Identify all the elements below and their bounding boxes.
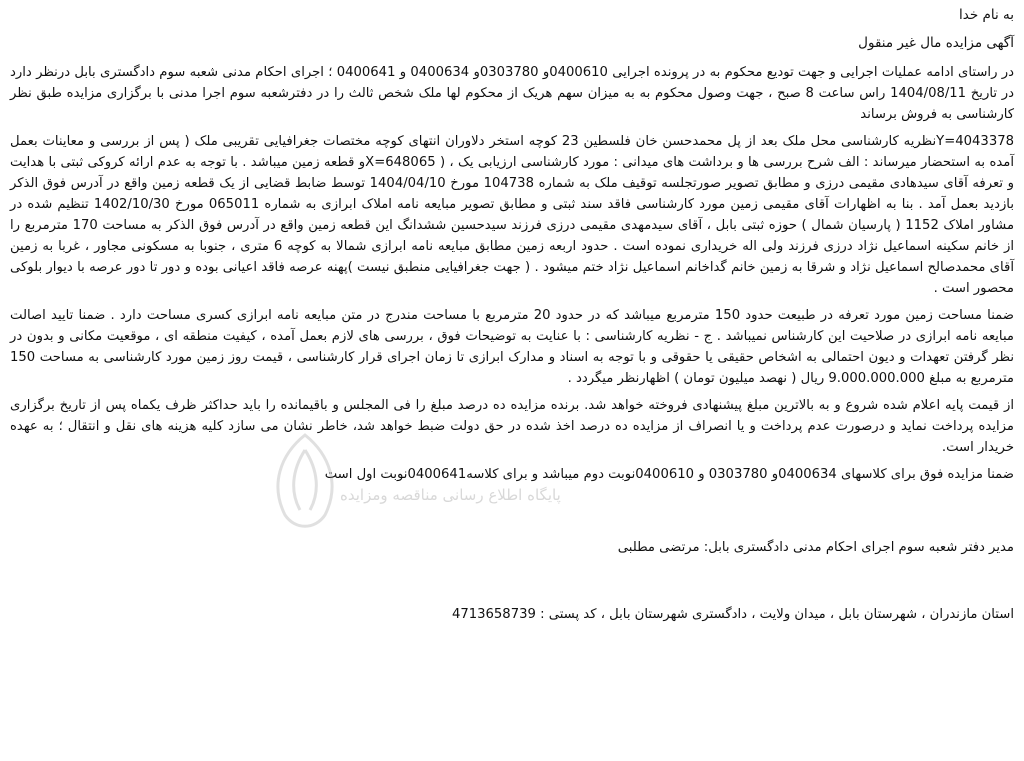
paragraph-valuation: ضمنا مساحت زمین مورد تعرفه در طبیعت حدود 150 مترمربع میباشد که در حدود 20 مترمربع با مساحت مندرج در متن مبایعه نامه ابرازی کسری مساحت دارد . ضمنا تایید اصالت مبایعه نامه ابرازی در صلاحیت این کارشناس نمیباشد . ج - نظریه کارشناسی : با عنایت به توضیحات فوق ، بررسی های لازم بعمل آمده ، کیفیت منطقه ای ، موقعیت مکانی و بدون در نظر گرفتن تعهدات و دیون احتمالی به اشخاص حقیقی یا حقوقی و با توجه به اسناد و مدارک ابرازی تا زمان اجرای قرار کارشناسی ، قیمت روز زمین مورد کارشناسی به مساحت 150 مترمربع به مبلغ 9.000.000.000 ریال ( نهصد میلیون تومان ) اظهارنظر میگردد . xyxy=(10,308,1014,386)
paragraph-expert-opinion: Y=4043378نظریه کارشناسی محل ملک بعد از پل محمدحسن خان فلسطین 23 کوچه استخر دلاوران انتهای کوچه مختصات جغرافیایی تقریبی ملک ( پس از بررسی و معاینات بعمل آمده به استحضار میرساند : الف شرح بررسی ها و برداشت های میدانی : مورد کارشناسی ارزیابی یک ، ( X=648065و قطعه زمین میباشد . با توجه به عدم ارائه کروکی ثبتی با هدایت و تعرفه آقای سیدهادی مقیمی درزی و مطابق تصویر صورتجلسه توقیف ملک به شماره 104738 مورخ 1404/04/10 توسط ضابط قضایی از یک قطعه زمین واقع در آدرس فوق الذکر بازدید بعمل آمد . بنا به اظهارات آقای مقیمی زمین مورد کارشناسی فاقد سند ثبتی و مطابق تصویر مبایعه نامه املاک ابرازی به شماره 065011 مورخ 1402/10/30 تنظیم شده در مشاور املاک 1152 ( پارسیان شمال ) حوزه ثبتی بابل ، آقای سیدمهدی مقیمی درزی فرزند سیدحسین ششدانگ این قطعه زمین واقع در آدرس فوق الذکر به مساحت 170 مترمربع را از خانم سکینه اسماعیل نژاد درزی فرزند ولی اله خریداری نموده است . حدود اربعه زمین مطابق مبایعه نامه ابرازی شمالا به کوچه 6 متری ، جنوبا به مسکونی مجاور ، غربا به زمین آقای محمدصالح اسماعیل نژاد و شرقا به زمین خانم گداخانم اسماعیل نژاد ختم میشود . ( جهت جغرافیایی منطبق نیست )پهنه عرصه فاقد اعیانی بوده و دور تا دور عرصه با دیوار بلوکی محصور است . xyxy=(10,134,1015,296)
spacer-footer xyxy=(10,564,1014,604)
page-title: آگهی مزایده مال غیر منقول xyxy=(858,35,1014,51)
bismillah: به نام خدا xyxy=(959,7,1014,23)
address: استان مازندران ، شهرستان بابل ، میدان ولایت ، دادگستری شهرستان بابل ، کد پستی : 4713658739 xyxy=(451,607,1014,622)
paragraph-rounds: ضمنا مزایده فوق برای کلاسهای 0400634و 0303780 و 0400610نوبت دوم میباشد و برای کلاسه0400641نوبت اول است xyxy=(324,467,1014,482)
paragraph-terms: از قیمت پایه اعلام شده شروع و به بالاترین مبلغ پیشنهادی فروخته خواهد شد. برنده مزایده ده درصد مبلغ را فی المجلس و باقیمانده را باید حداکثر ظرف یکماه پس از تاریخ برگزاری مزایده پرداخت نماید و درصورت عدم پرداخت و یا انصراف از مزایده ده درصد اخذ شده در حق دولت ضبط خواهد شد، خاطر نشان می سازد کلیه هزینه های نقل و انتقال ؛ به عهده خریدار است. xyxy=(10,398,1014,455)
signature: مدیر دفتر شعبه سوم اجرای احکام مدنی دادگستری بابل: مرتضی مطلبی xyxy=(617,540,1014,555)
watermark-text: پایگاه اطلاع رسانی مناقصه ومزایده xyxy=(340,486,561,504)
paragraph-intro: در راستای ادامه عملیات اجرایی و جهت تودیع محکوم به در پرونده اجرایی 0400610و 0303780و 0400634 و 0400641 ؛ اجرای احکام مدنی شعبه سوم دادگستری بابل درنظر دارد در تاریخ 1404/08/11 راس ساعت 8 صبح ، جهت وصول محکوم به به میزان سهم هریک از محکوم لها ملک شخص ثالث را در دفترشعبه سوم اجرا مدنی با برگزاری مزایده طبق نظر کارشناسی به فروش برساند xyxy=(10,65,1014,122)
spacer xyxy=(10,491,1014,537)
